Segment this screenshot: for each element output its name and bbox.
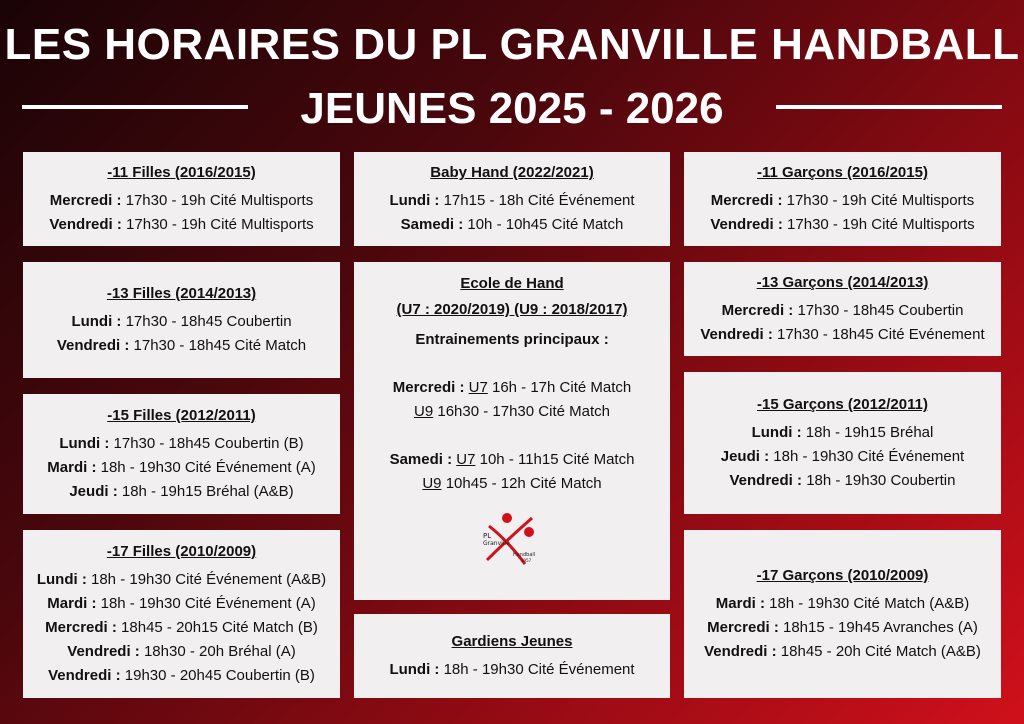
schedule-line: Mercredi : 17h30 - 19h Cité Multisports (710, 192, 975, 209)
schedule-card-gardiens-jeunes (354, 614, 670, 698)
schedule-line: Vendredi : 17h30 - 19h Cité Multisports (710, 216, 975, 233)
training-label: Entrainements principaux : (415, 331, 609, 348)
schedule-card-baby-hand (354, 152, 670, 246)
schedule-card-u15-garcons (684, 372, 1001, 514)
schedule-line: Lundi : 17h30 - 18h45 Coubertin (B) (59, 435, 304, 452)
card-title: Gardiens Jeunes (451, 633, 573, 650)
card-title: -15 Filles (2012/2011) (107, 407, 256, 424)
page-title: LES HORAIRES DU PL GRANVILLE HANDBALL (4, 20, 1020, 69)
schedule-line: Vendredi : 17h30 - 19h Cité Multisports (49, 216, 314, 233)
schedule-line: Jeudi : 18h - 19h30 Cité Événement (720, 448, 965, 465)
age-groups: (U7 : 2020/2019) (U9 : 2018/2017) (396, 301, 628, 318)
schedule-card-u13-garcons (684, 262, 1001, 356)
schedule-line: Lundi : 18h - 19h30 Cité Événement (A&B) (36, 571, 327, 588)
svg-text:Handball: Handball (513, 552, 536, 558)
schedule-line: Lundi : 18h - 19h30 Cité Événement (389, 661, 635, 678)
schedule-card-ecole-de-hand (354, 262, 670, 600)
schedule-card-u17-filles (23, 530, 340, 698)
card-title: -17 Filles (2010/2009) (106, 543, 257, 560)
schedule-line: Mercredi : 18h15 - 19h45 Avranches (A) (707, 619, 978, 636)
schedule-line: Vendredi : 18h45 - 20h Cité Match (A&B) (704, 643, 981, 660)
schedule-line: U9 16h30 - 17h30 Cité Match (414, 403, 610, 420)
card-title: -13 Filles (2014/2013) (106, 285, 257, 302)
card-title: -13 Garçons (2014/2013) (756, 274, 929, 291)
schedule-line: Samedi : U7 10h - 11h15 Cité Match (389, 451, 635, 468)
subtitle-row (0, 84, 1024, 134)
svg-text:PL: PL (483, 532, 492, 540)
schedule-card-u17-garcons (684, 530, 1001, 698)
schedule-card-u13-filles (23, 262, 340, 378)
card-title: -17 Garçons (2010/2009) (756, 567, 929, 584)
schedule-line: Samedi : 10h - 10h45 Cité Match (400, 216, 624, 233)
schedule-card-u15-filles (23, 394, 340, 514)
schedule-line: Mardi : 18h - 19h30 Cité Événement (A) (47, 459, 316, 476)
divider-right (776, 105, 1002, 109)
card-title: -11 Garçons (2016/2015) (757, 164, 928, 181)
schedule-line: Vendredi : 18h - 19h30 Coubertin (729, 472, 956, 489)
schedule-card-u11-filles (23, 152, 340, 246)
schedule-line: Vendredi : 17h30 - 18h45 Cité Match (56, 337, 307, 354)
schedule-line: Mercredi : 17h30 - 18h45 Coubertin (721, 302, 964, 319)
card-title: Baby Hand (2022/2021) (430, 164, 594, 181)
schedule-line: Mercredi : 17h30 - 19h Cité Multisports (49, 192, 314, 209)
svg-text:1957: 1957 (521, 558, 532, 563)
schedule-line: U9 10h45 - 12h Cité Match (422, 475, 602, 492)
schedule-line: Jeudi : 18h - 19h15 Bréhal (A&B) (69, 483, 294, 500)
card-title: -15 Garçons (2012/2011) (757, 396, 928, 413)
page-subtitle: JEUNES 2025 - 2026 (300, 84, 724, 133)
svg-text:Granville: Granville (483, 540, 510, 547)
schedule-line: Mercredi : 18h45 - 20h15 Cité Match (B) (45, 619, 318, 636)
schedule-line: Lundi : 17h30 - 18h45 Coubertin (71, 313, 292, 330)
schedule-line: Lundi : 18h - 19h15 Bréhal (751, 424, 934, 441)
schedule-line: Vendredi : 17h30 - 18h45 Cité Evénement (700, 326, 985, 343)
schedule-card-u11-garcons (684, 152, 1001, 246)
schedule-line: Vendredi : 19h30 - 20h45 Coubertin (B) (48, 667, 315, 684)
card-title: -11 Filles (2016/2015) (107, 164, 256, 181)
schedule-line: Lundi : 17h15 - 18h Cité Événement (389, 192, 635, 209)
card-title: Ecole de Hand (460, 275, 564, 292)
schedule-line: Mardi : 18h - 19h30 Cité Match (A&B) (715, 595, 970, 612)
schedule-line: Mercredi : U7 16h - 17h Cité Match (392, 379, 632, 396)
schedule-line: Mardi : 18h - 19h30 Cité Événement (A) (47, 595, 316, 612)
schedule-line: Vendredi : 18h30 - 20h Bréhal (A) (67, 643, 296, 660)
club-logo (477, 510, 547, 570)
